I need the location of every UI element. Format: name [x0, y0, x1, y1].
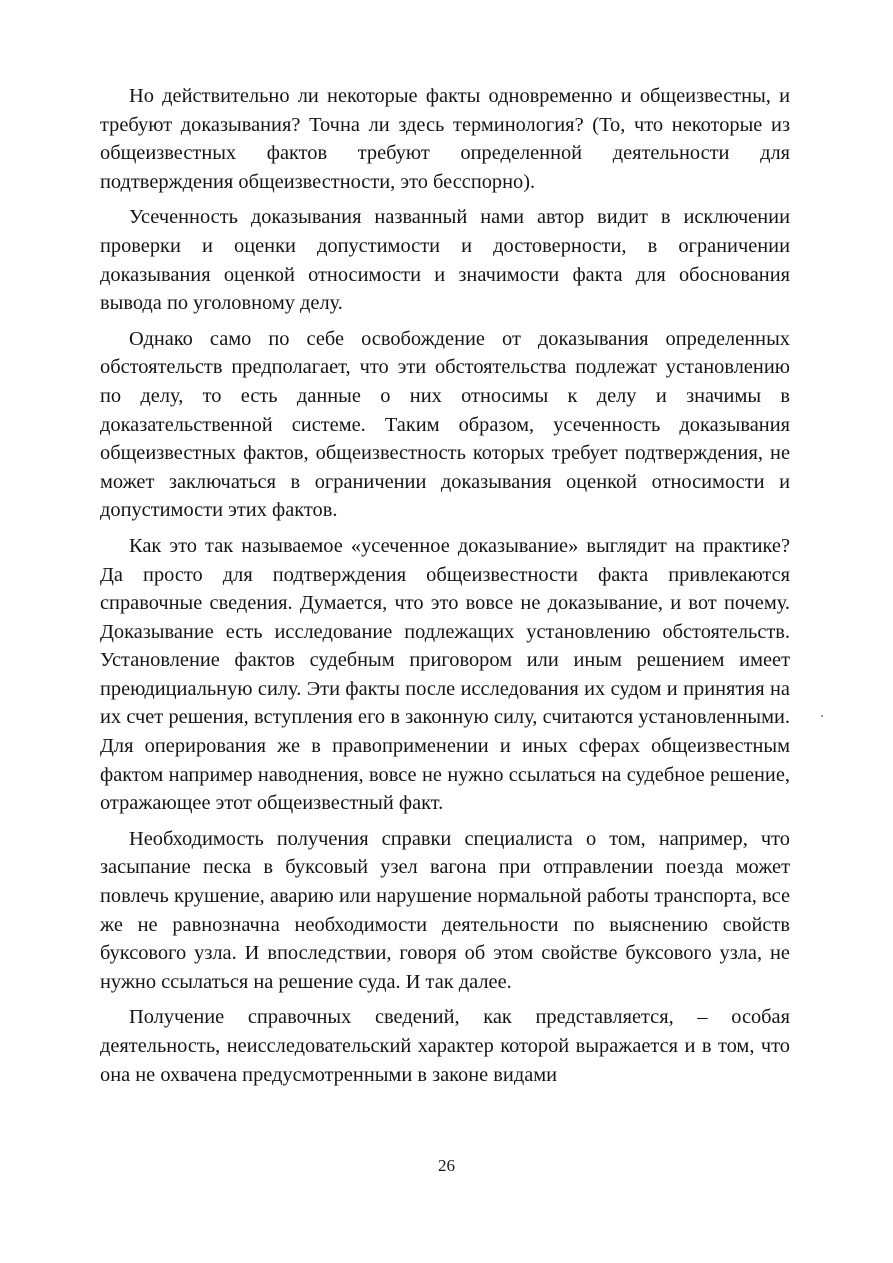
page-text-block	[100, 82, 790, 1096]
paragraph-3: Однако само по себе освобождение от доказывания определенных обстоятельств предполагает, что эти обстоятельства подлежат установлению по делу, то есть данные о них относимы к делу и значимы в доказательственной системе. Таким образом, усеченность доказывания общеизвестных фактов, общеизвестность которых требует подтверждения, не может заключаться в ограничении доказывания оценкой относимости и допустимости этих фактов.	[100, 327, 790, 522]
scan-speck	[821, 715, 823, 717]
paragraph-1: Но действительно ли некоторые факты одновременно и общеизвестны, и требуют доказывания? Точна ли здесь терминология? (То, что некоторые из общеизвестных фактов требуют определенной деятельности для подтверждения общеизвестности, это бесспорно).	[100, 85, 790, 193]
paragraph-5: Необходимость получения справки специалиста о том, например, что засыпание песка в буксовый узел вагона при отправлении поезда может повлечь крушение, аварию или нарушение нормальной работы транспорта, все же не равнозначна необходимости деятельности по выяснению свойств буксового узла. И впоследствии, говоря об этом свойстве буксового узла, не нужно ссылаться на решение суда. И так далее.	[100, 827, 790, 993]
paragraph-2: Усеченность доказывания названный нами автор видит в исключении проверки и оценки допустимости и достоверности, в ограничении доказывания оценкой относимости и значимости факта для обоснования вывода по уголовному делу.	[100, 206, 790, 315]
page-number: 26	[438, 1156, 455, 1175]
paragraph-4: Как это так называемое «усеченное доказывание» выглядит на практике? Да просто для подтверждения общеизвестности факта привлекаются справочные сведения. Думается, что это вовсе не доказывание, и вот почему. Доказывание есть исследование подлежащих установлению обстоятельств. Установление фактов судебным приговором или иным решением имеет преюдициальную силу. Эти факты после исследования их судом и принятия на их счет решения, вступления его в законную силу, считаются установленными. Для оперирования же в правоприменении и иных сферах общеизвестным фактом например наводнения, вовсе не нужно ссылаться на судебное решение, отражающее этот общеизвестный факт.	[100, 534, 790, 815]
paragraph-6: Получение справочных сведений, как представляется, – особая деятельность, неисследовательский характер которой выражается и в том, что она не охвачена предусмотренными в законе видами	[100, 1006, 790, 1086]
